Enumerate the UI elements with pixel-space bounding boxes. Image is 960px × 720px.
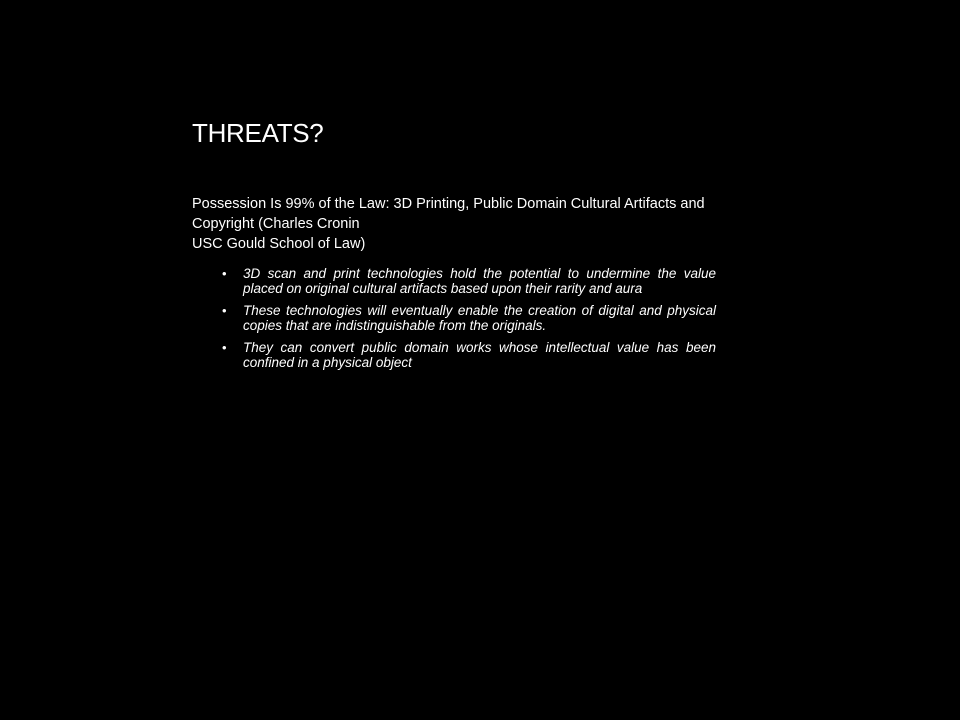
citation-line: USC Gould School of Law) (192, 236, 366, 252)
bullet-marker: • (222, 340, 227, 355)
slide-title: THREATS? (192, 118, 324, 148)
bullet-item (222, 303, 716, 333)
citation-line: Copyright (Charles Cronin (192, 216, 360, 232)
bullet-item (222, 266, 716, 296)
bullet-text: They can convert public domain works whose intellectual value has been confined in a physical object (243, 340, 716, 370)
citation-line: Possession Is 99% of the Law: 3D Printing, Public Domain Cultural Artifacts and (192, 196, 705, 212)
bullet-marker: • (222, 266, 227, 281)
bullet-text: These technologies will eventually enable the creation of digital and physical copies that are indistinguishable from the originals. (243, 303, 716, 333)
bullet-item (222, 340, 716, 370)
bullet-text: 3D scan and print technologies hold the potential to undermine the value placed on original cultural artifacts based upon their rarity and aura (243, 266, 716, 296)
citation (192, 194, 772, 254)
bullet-list (222, 266, 716, 377)
bullet-marker: • (222, 303, 227, 318)
